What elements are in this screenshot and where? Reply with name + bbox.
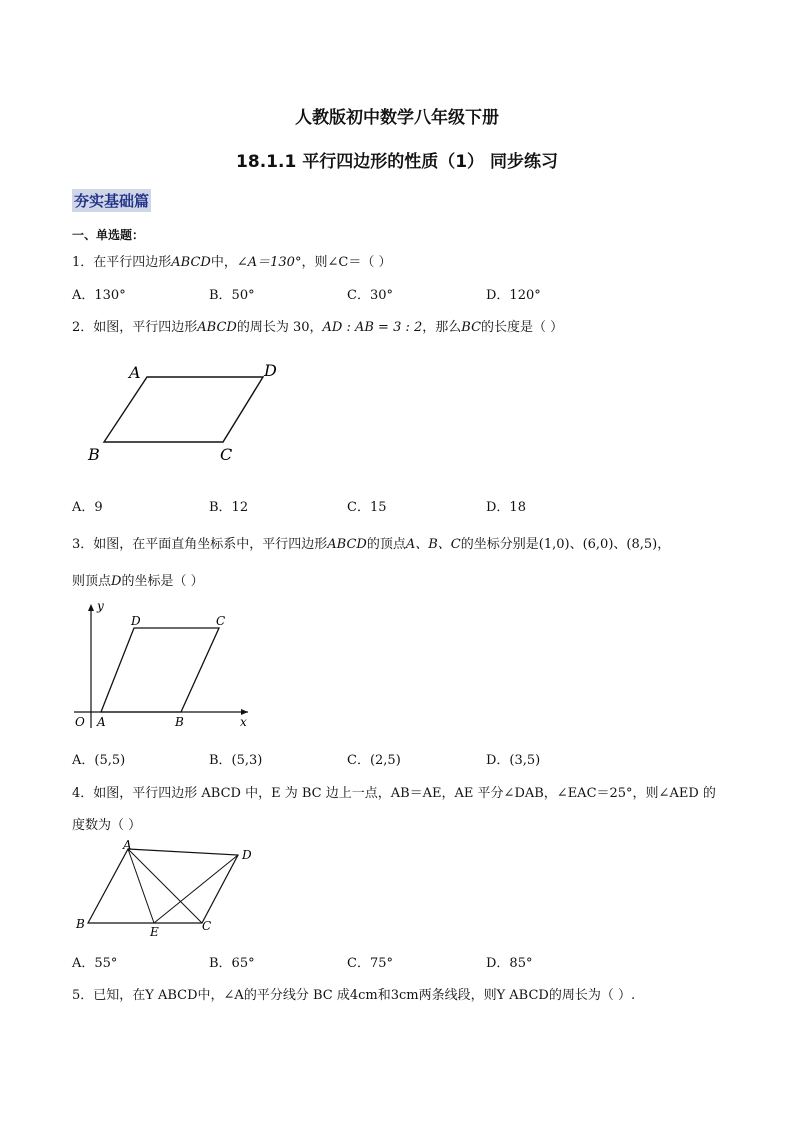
q3-option-c: C．(2,5) xyxy=(347,753,401,768)
q2-parallelogram-shape xyxy=(104,377,263,442)
q3-coordinate-figure xyxy=(70,598,255,733)
q3-parallelogram-shape xyxy=(101,628,219,712)
q1-option-b: B．50° xyxy=(209,288,255,303)
q2-option-a: A．9 xyxy=(72,500,103,515)
question-1-stem: 1．在平行四边形ABCD中，∠A＝130°，则∠C＝（ ） xyxy=(72,255,392,270)
question-3-stem-line2: 则顶点D的坐标是（ ） xyxy=(72,574,204,589)
question-4-stem-line2: 度数为（ ） xyxy=(72,818,142,833)
q4-label-b: B xyxy=(76,917,85,931)
q1-option-c: C．30° xyxy=(347,288,393,303)
q4-label-d: D xyxy=(242,848,252,862)
q4-segment-ac xyxy=(128,849,202,923)
section-heading: 夯实基础篇 xyxy=(72,189,151,212)
q3-label-a: A xyxy=(97,715,106,729)
q2-parallelogram-figure xyxy=(80,356,295,468)
q2-option-c: C．15 xyxy=(347,500,387,515)
q4-parallelogram-figure xyxy=(72,838,262,938)
q2-label-c: C xyxy=(220,445,233,464)
part-heading: 一、单选题： xyxy=(72,228,145,242)
q3-label-x: x xyxy=(240,715,247,729)
q2-option-d: D．18 xyxy=(486,500,526,515)
q3-label-y: y xyxy=(97,599,104,613)
q4-option-b: B．65° xyxy=(209,956,255,971)
q4-label-e: E xyxy=(150,925,159,938)
question-3-stem: 3．如图，在平面直角坐标系中，平行四边形ABCD的顶点A、B、C的坐标分别是(1,0)、(6,0)、(8,5)， xyxy=(72,537,671,552)
document-subtitle: 18.1.1 平行四边形的性质（1） 同步练习 xyxy=(236,152,558,172)
q3-label-d: D xyxy=(131,614,141,628)
q2-option-b: B．12 xyxy=(209,500,249,515)
q4-label-a: A xyxy=(123,838,132,852)
question-2-stem: 2．如图，平行四边形ABCD的周长为 30，AD : AB = 3 : 2，那么BC的长度是（ ） xyxy=(72,320,564,335)
q1-option-d: D．120° xyxy=(486,288,541,303)
q3-y-arrow xyxy=(88,604,94,611)
q4-option-a: A．55° xyxy=(72,956,118,971)
q4-option-d: D．85° xyxy=(486,956,533,971)
q3-label-b: B xyxy=(175,715,184,729)
q4-option-c: C．75° xyxy=(347,956,393,971)
q2-label-d: D xyxy=(264,361,277,380)
q1-option-a: A．130° xyxy=(72,288,126,303)
q3-label-c: C xyxy=(216,614,226,628)
q2-label-b: B xyxy=(88,445,100,464)
q3-option-b: B．(5,3) xyxy=(209,753,263,768)
q2-label-a: A xyxy=(129,363,141,382)
q4-segment-ae xyxy=(128,849,154,923)
q4-segment-ed xyxy=(154,855,238,923)
question-4-stem: 4．如图，平行四边形 ABCD 中，E 为 BC 边上一点，AB＝AE，AE 平分∠DAB，∠EAC＝25°，则∠AED 的 xyxy=(72,786,716,801)
document-title: 人教版初中数学八年级下册 xyxy=(295,108,499,128)
q3-option-a: A．(5,5) xyxy=(72,753,126,768)
q4-label-c: C xyxy=(202,919,212,933)
q3-label-o: O xyxy=(75,715,85,729)
question-5-stem: 5．已知，在Y ABCD中，∠A的平分线分 BC 成4cm和3cm两条线段，则Y ABCD的周长为（ ）. xyxy=(72,988,636,1003)
q4-parallelogram-shape xyxy=(88,849,238,923)
q3-option-d: D．(3,5) xyxy=(486,753,541,768)
